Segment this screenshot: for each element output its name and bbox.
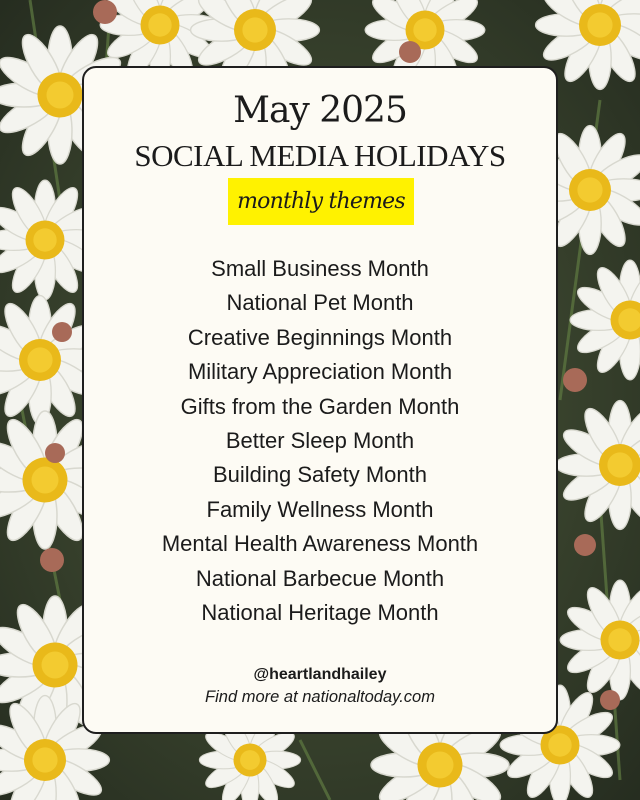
list-item: Mental Health Awareness Month — [161, 531, 479, 557]
list-item: Building Safety Month — [212, 462, 428, 488]
holiday-card — [82, 66, 558, 734]
list-item: National Pet Month — [226, 290, 414, 316]
page-subtitle: SOCIAL MEDIA HOLIDAYS — [134, 138, 506, 173]
list-item: Better Sleep Month — [225, 427, 415, 453]
list-item: Small Business Month — [211, 256, 429, 281]
list-item: National Barbecue Month — [195, 565, 445, 591]
list-item: Gifts from the Garden Month — [180, 393, 460, 419]
source-note: Find more at nationaltoday.com — [205, 688, 435, 706]
list-item: Creative Beginnings Month — [187, 324, 453, 350]
holiday-list — [84, 252, 556, 630]
list-item: Military Appreciation Month — [187, 359, 453, 385]
author-handle: @heartlandhailey — [253, 666, 387, 683]
page-title: May 2025 — [233, 90, 407, 131]
list-item: Family Wellness Month — [206, 496, 434, 522]
list-item: National Heritage Month — [201, 599, 439, 625]
highlight-badge: monthly themes — [228, 178, 414, 225]
